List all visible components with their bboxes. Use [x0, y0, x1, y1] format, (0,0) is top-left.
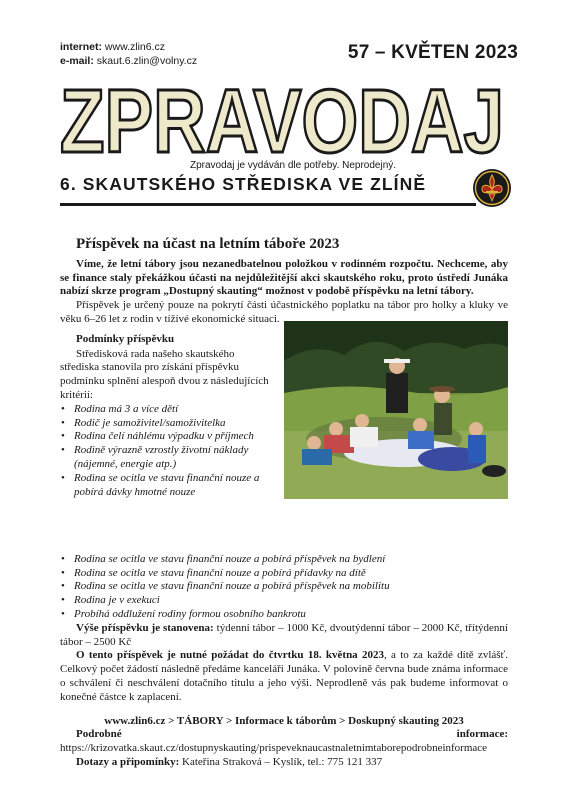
- contact-label: Dotazy a připomínky:: [76, 755, 180, 768]
- issue-number: 57 – KVĚTEN 2023: [347, 42, 518, 63]
- internet-label: internet:: [60, 41, 102, 53]
- list-item: • Rodina se ocitla ve stavu finanční nouze a pobírá příspěvek na bydlení: [60, 553, 508, 567]
- criteria-list: [60, 403, 272, 500]
- masthead-title: ZPRAVODAJ: [60, 76, 504, 160]
- deadline-paragraph: [60, 649, 508, 704]
- criteria-list-continued: [60, 553, 508, 622]
- amount-paragraph: [60, 622, 508, 650]
- deadline-rest: , a to za každé dítě zvlášť.: [384, 649, 508, 662]
- list-item: • Rodině výrazně vzrostly životní náklady (nájemné, energie atp.): [60, 444, 272, 472]
- list-item: • Probíhá oddlužení rodiny formou osobního bankrotu: [60, 608, 508, 622]
- subtitle: 6. SKAUTSKÉHO STŘEDISKA VE ZLÍNĚ: [60, 174, 427, 194]
- website-link[interactable]: www.zlin6.cz: [104, 41, 166, 53]
- deadline-text: O tento příspěvek je nutné požádat do čtvrtku 18. května 2023: [76, 649, 384, 662]
- article-paragraph: Příspěvek je určený pouze na pokrytí části účastnického poplatku na tábor pro holky a kluky ve věku 6–26 let z rodin v tížívé ekonomické situaci.: [60, 299, 508, 325]
- conditions-heading: Podmínky příspěvku: [76, 332, 175, 345]
- article-title: Příspěvek na účast na letním táboře 2023: [76, 236, 340, 252]
- article-lead: Víme, že letní tábory jsou nezanedbatelnou položkou v rodinném rozpočtu. Nechceme, aby se finance staly překážkou účasti na nejdůležitější akci skautského roku, proto ústředí Junáka nabízí skrze program „Dostupný skauting“ možnost v podobě příspěvku na letní tábory.: [60, 257, 508, 298]
- email-link[interactable]: skaut.6.zlin@volny.cz: [96, 55, 198, 67]
- scout-lily-emblem-icon: [472, 168, 512, 208]
- contact-value: Kateřina Straková – Kyslík, tel.: 775 121 337: [179, 755, 383, 768]
- list-item: • Rodina se ocitla ve stavu finanční nouze a pobírá dávky hmotné nouze: [60, 472, 272, 500]
- list-item: • Rodina se ocitla ve stavu finanční nouze a pobírá přídavky na dítě: [60, 567, 508, 581]
- conditions-section: [60, 327, 508, 553]
- process-text: Celkový počet žádostí následně předáme kanceláři Junáka. V polovině června bude známa informace o schválení či neschválení dotačního titulu a jeho výši. Neprodleně vás pak budeme informovat o konečné částce k zaplacení.: [60, 663, 508, 703]
- list-item: • Rodina čelí náhlému výpadku v příjmech: [60, 430, 272, 444]
- list-item: • Rodina je v exekuci: [60, 594, 508, 608]
- tagline: Zpravodaj je vydáván dle potřeby. Neprodejný.: [190, 160, 397, 171]
- list-item: • Rodič je samoživitel/samoživitelka: [60, 417, 272, 431]
- email-label: e-mail:: [60, 55, 94, 67]
- list-item: • Rodina se ocitla ve stavu finanční nouze a pobírá příspěvek na mobilitu: [60, 580, 508, 594]
- conditions-intro: Středisková rada našeho skautského střediska stanovila pro získání příspěvku podmínku splnění alespoň dvou z následujících kritérií:: [60, 347, 269, 401]
- subtitle-underline: [60, 203, 476, 206]
- contact-block: [60, 40, 197, 68]
- info-paragraph: [60, 728, 508, 756]
- contact-paragraph: [60, 756, 508, 770]
- nav-links[interactable]: www.zlin6.cz > TÁBORY > Informace k táborům > Doskupný skauting 2023: [104, 714, 464, 727]
- masthead-logo: [58, 76, 506, 160]
- article: [60, 238, 508, 770]
- amount-text: týdenní tábor – 1000 Kč, dvoutýdenní tábor – 2000 Kč, třítýdenní tábor – 2500 Kč: [60, 621, 508, 648]
- info-label: Podrobné informace:: [76, 728, 508, 741]
- camp-photo: [284, 321, 508, 499]
- amount-label: Výše příspěvku je stanovena:: [76, 621, 214, 634]
- info-url-link[interactable]: https://krizovatka.skaut.cz/dostupnyskauting/prispeveknaucastnaletnimtaborepodrobneinformace: [60, 742, 488, 755]
- list-item: • Rodina má 3 a více dětí: [60, 403, 272, 417]
